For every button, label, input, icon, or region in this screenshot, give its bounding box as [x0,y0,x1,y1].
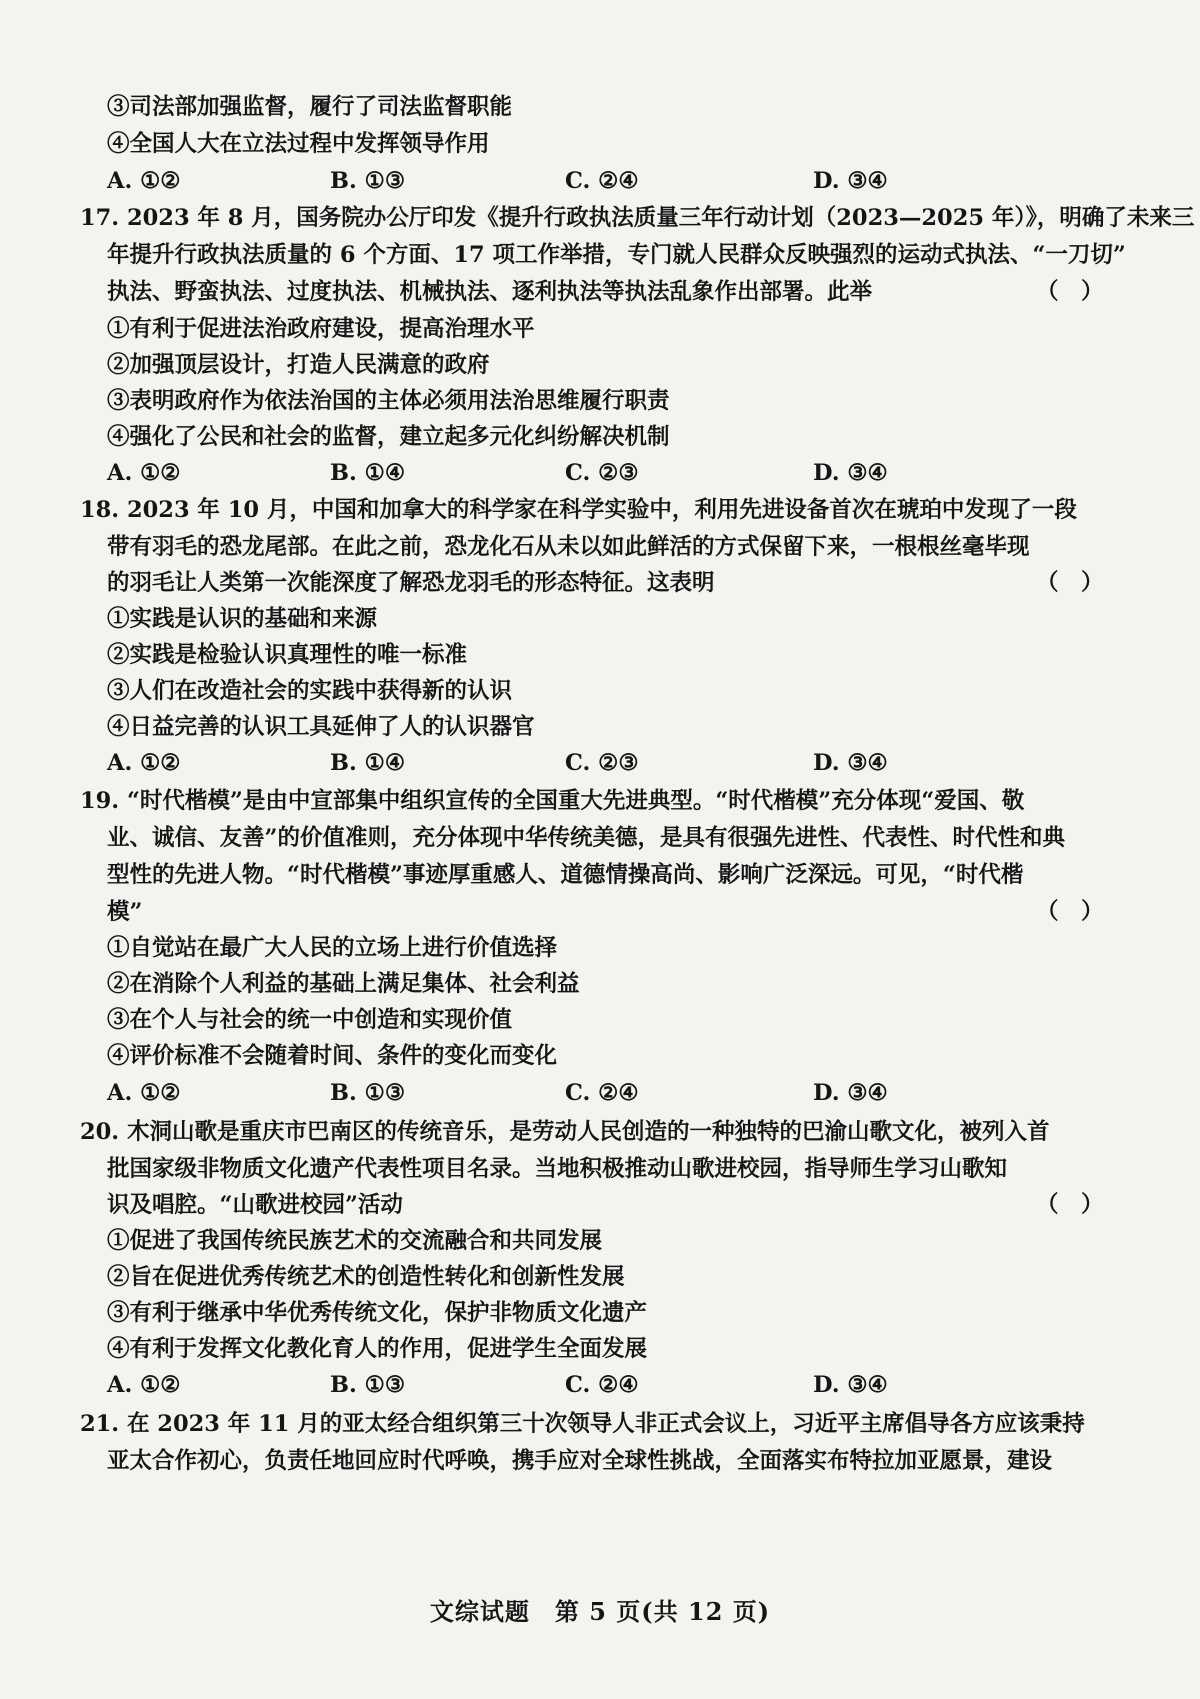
q17-option-d: D. ③④ [813,460,888,486]
q18-stem-line: 带有羽毛的恐龙尾部。在此之前，恐龙化石从未以如此鲜活的方式保留下来，一根根丝毫毕现 [107,534,1030,560]
q17-item-1: ①有利于促进法治政府建设，提高治理水平 [107,316,535,342]
q19-item-2: ②在消除个人利益的基础上满足集体、社会利益 [107,971,580,997]
q17-stem-line: 17. 2023 年 8 月，国务院办公厅印发《提升行政执法质量三年行动计划（2023—2025 年）》，明确了未来三 [80,205,1195,231]
q21-stem-line: 21. 在 2023 年 11 月的亚太经合组织第三十次领导人非正式会议上，习近平主席倡导各方应该秉持 [80,1411,1085,1437]
q19-item-4: ④评价标准不会随着时间、条件的变化而变化 [107,1043,558,1069]
q17-stem-line: 执法、野蛮执法、过度执法、机械执法、逐利执法等执法乱象作出部署。此举 [107,279,873,305]
page-footer: 文综试题 第 5 页(共 12 页) [429,1597,771,1626]
q16-option-a: A. ①② [107,168,181,194]
q18-answer-paren: （ ） [1036,570,1104,596]
q20-option-d: D. ③④ [813,1372,888,1398]
q16-option-c: C. ②④ [565,168,639,194]
q19-answer-paren: （ ） [1036,899,1104,925]
q19-stem-line: 模” [107,899,143,925]
q16-item-4: ④全国人大在立法过程中发挥领导作用 [107,131,490,157]
q20-item-2: ②旨在促进优秀传统艺术的创造性转化和创新性发展 [107,1264,625,1290]
q20-answer-paren: （ ） [1036,1192,1104,1218]
q16-option-b: B. ①③ [330,168,406,194]
q19-option-a: A. ①② [107,1080,181,1106]
q18-stem-line: 18. 2023 年 10 月，中国和加拿大的科学家在科学实验中，利用先进设备首次在琥珀中发现了一段 [80,497,1077,523]
q18-option-b: B. ①④ [330,750,406,776]
q20-item-3: ③有利于继承中华优秀传统文化，保护非物质文化遗产 [107,1300,648,1326]
q20-item-4: ④有利于发挥文化教化育人的作用，促进学生全面发展 [107,1336,648,1362]
q20-option-b: B. ①③ [330,1372,406,1398]
q18-item-1: ①实践是认识的基础和来源 [107,606,378,632]
q17-item-3: ③表明政府作为依法治国的主体必须用法治思维履行职责 [107,388,670,414]
q18-option-a: A. ①② [107,750,181,776]
q17-answer-paren: （ ） [1036,279,1104,305]
q19-stem-line: 19. “时代楷模”是由中宣部集中组织宣传的全国重大先进典型。“时代楷模”充分体现“爱国、敬 [80,788,1025,814]
q18-option-c: C. ②③ [565,750,639,776]
q20-stem-line: 批国家级非物质文化遗产代表性项目名录。当地积极推动山歌进校园，指导师生学习山歌知 [107,1156,1008,1182]
q19-item-3: ③在个人与社会的统一中创造和实现价值 [107,1007,513,1033]
q17-option-b: B. ①④ [330,460,406,486]
q20-stem-line: 识及唱腔。“山歌进校园”活动 [107,1192,403,1218]
q16-item-3: ③司法部加强监督，履行了司法监督职能 [107,94,513,120]
q21-stem-line: 亚太合作初心，负责任地回应时代呼唤，携手应对全球性挑战，全面落实布特拉加亚愿景，建设 [107,1448,1053,1474]
q18-item-2: ②实践是检验认识真理性的唯一标准 [107,642,468,668]
q17-option-c: C. ②③ [565,460,639,486]
q17-option-a: A. ①② [107,460,181,486]
q18-item-4: ④日益完善的认识工具延伸了人的认识器官 [107,714,535,740]
q20-option-a: A. ①② [107,1372,181,1398]
q19-stem-line: 型性的先进人物。“时代楷模”事迹厚重感人、道德情操高尚、影响广泛深远。可见，“时代楷 [107,862,1024,888]
q19-stem-line: 业、诚信、友善”的价值准则，充分体现中华传统美德，是具有很强先进性、代表性、时代性和典 [107,825,1065,851]
q20-stem-line: 20. 木洞山歌是重庆市巴南区的传统音乐，是劳动人民创造的一种独特的巴渝山歌文化，被列入首 [80,1119,1050,1145]
q20-option-c: C. ②④ [565,1372,639,1398]
q17-item-2: ②加强顶层设计，打造人民满意的政府 [107,352,490,378]
q18-item-3: ③人们在改造社会的实践中获得新的认识 [107,678,513,704]
q18-stem-line: 的羽毛让人类第一次能深度了解恐龙羽毛的形态特征。这表明 [107,570,715,596]
q19-option-d: D. ③④ [813,1080,888,1106]
q19-item-1: ①自觉站在最广大人民的立场上进行价值选择 [107,935,558,961]
q19-option-c: C. ②④ [565,1080,639,1106]
q18-option-d: D. ③④ [813,750,888,776]
q19-option-b: B. ①③ [330,1080,406,1106]
q20-item-1: ①促进了我国传统民族艺术的交流融合和共同发展 [107,1228,603,1254]
q17-item-4: ④强化了公民和社会的监督，建立起多元化纠纷解决机制 [107,424,670,450]
q17-stem-line: 年提升行政执法质量的 6 个方面、17 项工作举措，专门就人民群众反映强烈的运动式执法、“一刀切” [107,242,1126,268]
q16-option-d: D. ③④ [813,168,888,194]
